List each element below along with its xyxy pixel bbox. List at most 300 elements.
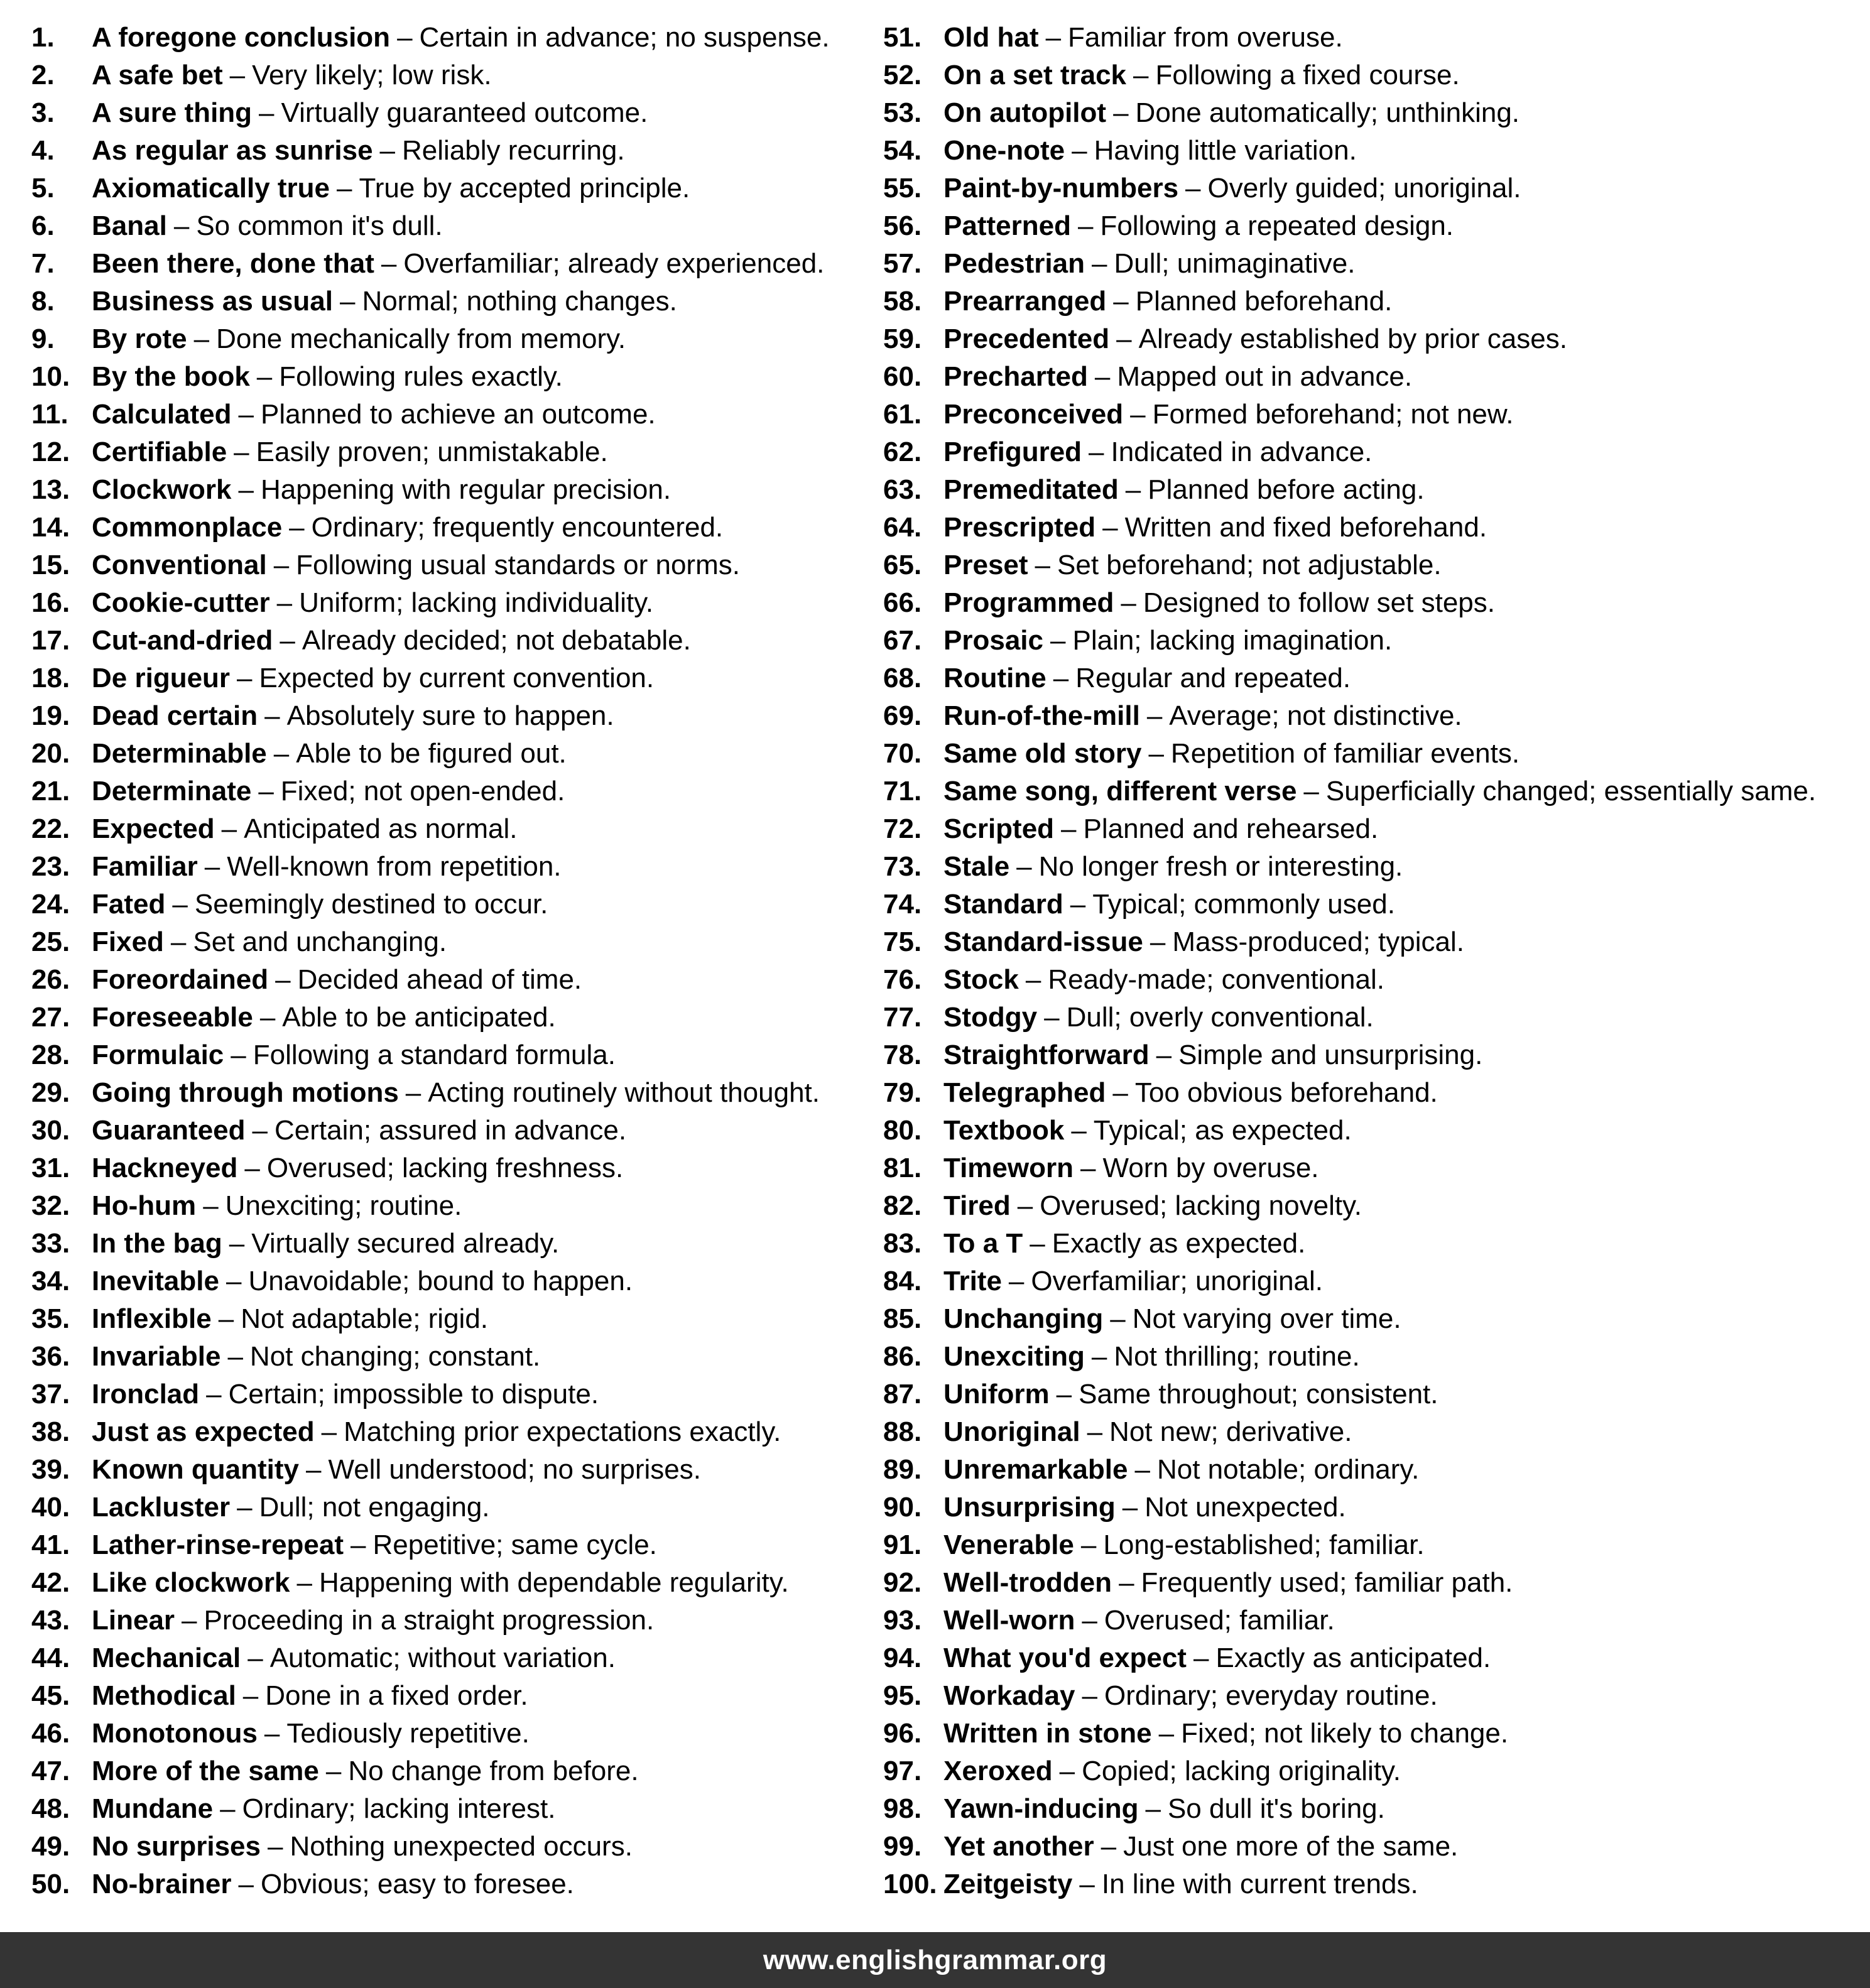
item-number: 16.	[31, 587, 70, 618]
separator-dash: –	[247, 1643, 263, 1673]
item-number: 70.	[883, 738, 922, 769]
item-number: 81.	[883, 1153, 922, 1183]
separator-dash: –	[273, 738, 290, 769]
item-number: 8.	[31, 286, 55, 317]
definition-text: Anticipated as normal.	[244, 813, 518, 844]
term-text: Unchanging	[943, 1303, 1104, 1334]
item-number: 90.	[883, 1492, 922, 1523]
term-text: Mechanical	[92, 1643, 241, 1673]
separator-dash: –	[337, 173, 352, 204]
separator-dash: –	[256, 361, 273, 392]
list-item	[31, 94, 876, 132]
definition-text: Exactly as expected.	[1052, 1228, 1306, 1259]
separator-dash: –	[1071, 1115, 1087, 1146]
definition-text: Overused; lacking novelty.	[1040, 1190, 1362, 1221]
separator-dash: –	[238, 1869, 254, 1899]
list-item	[883, 1036, 1863, 1074]
item-number: 62.	[883, 437, 922, 467]
definition-text: Not unexpected.	[1144, 1492, 1346, 1523]
item-number: 10.	[31, 361, 70, 392]
list-item	[31, 433, 876, 471]
term-text: Invariable	[92, 1341, 221, 1372]
list-item	[31, 961, 876, 999]
separator-dash: –	[1158, 1718, 1175, 1749]
list-item	[883, 509, 1863, 546]
list-item	[883, 1677, 1863, 1715]
term-text: De rigueur	[92, 663, 231, 693]
separator-dash: –	[258, 776, 274, 807]
separator-dash: –	[1134, 1454, 1150, 1485]
separator-dash: –	[1133, 60, 1149, 90]
list-item	[31, 358, 876, 396]
item-number: 46.	[31, 1718, 70, 1749]
separator-dash: –	[1101, 1831, 1117, 1862]
list-item	[883, 848, 1863, 886]
item-number: 60.	[883, 361, 922, 392]
definition-text: Not thrilling; routine.	[1114, 1341, 1360, 1372]
term-text: On autopilot	[943, 97, 1107, 128]
definition-text: Certain; impossible to dispute.	[228, 1379, 599, 1410]
separator-dash: –	[351, 1529, 366, 1560]
list-item	[883, 1263, 1863, 1300]
footer-bar	[0, 1932, 1870, 1988]
item-number: 51.	[883, 22, 922, 53]
term-text: Methodical	[92, 1680, 236, 1711]
definition-text: Well-known from repetition.	[227, 851, 562, 882]
list-item	[883, 622, 1863, 660]
list-item	[883, 1564, 1863, 1602]
term-text: Prearranged	[943, 286, 1107, 317]
list-item	[31, 1715, 876, 1752]
separator-dash: –	[296, 1567, 312, 1598]
term-text: Unsurprising	[943, 1492, 1116, 1523]
term-text: Guaranteed	[92, 1115, 246, 1146]
list-item	[883, 1526, 1863, 1564]
term-text: Trite	[943, 1266, 1002, 1296]
separator-dash: –	[1146, 700, 1163, 731]
definition-text: Ready-made; conventional.	[1048, 964, 1384, 995]
definition-text: No change from before.	[348, 1756, 639, 1786]
term-text: Stale	[943, 851, 1010, 882]
definition-text: Done automatically; unthinking.	[1135, 97, 1520, 128]
term-text: Preset	[943, 550, 1028, 580]
term-text: Well-trodden	[943, 1567, 1112, 1598]
item-number: 68.	[883, 663, 922, 693]
separator-dash: –	[1079, 1869, 1095, 1899]
item-number: 6.	[31, 210, 55, 241]
term-text: Banal	[92, 210, 167, 241]
list-item	[31, 1149, 876, 1187]
definition-text: Decided ahead of time.	[297, 964, 582, 995]
separator-dash: –	[1016, 851, 1032, 882]
list-item	[31, 283, 876, 320]
list-item	[31, 622, 876, 660]
definition-text: Set and unchanging.	[193, 926, 447, 957]
item-number: 43.	[31, 1605, 70, 1636]
item-number: 78.	[883, 1040, 922, 1070]
list-item	[31, 1752, 876, 1790]
separator-dash: –	[1025, 964, 1041, 995]
item-number: 48.	[31, 1793, 70, 1824]
definition-text: Able to be anticipated.	[282, 1002, 556, 1033]
separator-dash: –	[1094, 361, 1111, 392]
item-number: 82.	[883, 1190, 922, 1221]
list-item	[883, 1413, 1863, 1451]
list-item	[31, 1866, 876, 1903]
definition-text: Familiar from overuse.	[1068, 22, 1343, 53]
term-text: Patterned	[943, 210, 1071, 241]
term-text: Unexciting	[943, 1341, 1085, 1372]
item-number: 58.	[883, 286, 922, 317]
item-number: 41.	[31, 1529, 70, 1560]
item-number: 86.	[883, 1341, 922, 1372]
list-item	[31, 584, 876, 622]
definition-text: Ordinary; lacking interest.	[242, 1793, 556, 1824]
term-text: Standard-issue	[943, 926, 1143, 957]
definition-text: Superficially changed; essentially same.	[1325, 776, 1817, 807]
list-item	[31, 923, 876, 961]
definition-text: Following a standard formula.	[253, 1040, 616, 1070]
definition-text: Typical; commonly used.	[1092, 889, 1395, 920]
term-text: Just as expected	[92, 1416, 315, 1447]
list-item	[31, 57, 876, 94]
item-number: 7.	[31, 248, 55, 279]
list-item	[31, 1187, 876, 1225]
definition-text: Happening with regular precision.	[261, 474, 671, 505]
list-item	[883, 923, 1863, 961]
list-item	[31, 1828, 876, 1866]
item-number: 49.	[31, 1831, 70, 1862]
item-number: 96.	[883, 1718, 922, 1749]
separator-dash: –	[259, 1002, 276, 1033]
item-number: 1.	[31, 22, 55, 53]
term-text: Uniform	[943, 1379, 1050, 1410]
term-text: Well-worn	[943, 1605, 1075, 1636]
footer-url: www.englishgrammar.org	[763, 1944, 1107, 1975]
item-number: 35.	[31, 1303, 70, 1334]
item-number: 24.	[31, 889, 70, 920]
separator-dash: –	[1113, 286, 1129, 317]
item-number: 4.	[31, 135, 55, 166]
term-text: Run-of-the-mill	[943, 700, 1140, 731]
term-text: Preconceived	[943, 399, 1124, 430]
definition-text: Certain in advance; no suspense.	[419, 22, 830, 53]
list-item	[883, 773, 1863, 810]
list-item	[31, 170, 876, 207]
term-text: Like clockwork	[92, 1567, 290, 1598]
separator-dash: –	[242, 1680, 259, 1711]
term-text: Hackneyed	[92, 1153, 238, 1183]
term-text: Precharted	[943, 361, 1088, 392]
definition-text: Virtually guaranteed outcome.	[281, 97, 648, 128]
separator-dash: –	[1091, 1341, 1107, 1372]
term-text: Stock	[943, 964, 1019, 995]
item-number: 45.	[31, 1680, 70, 1711]
item-number: 75.	[883, 926, 922, 957]
term-text: Workaday	[943, 1680, 1075, 1711]
list-item	[883, 999, 1863, 1036]
separator-dash: –	[1044, 1002, 1060, 1033]
list-item	[883, 1149, 1863, 1187]
list-item	[883, 358, 1863, 396]
definition-text: Fixed; not open-ended.	[280, 776, 565, 807]
definition-text: Repetition of familiar events.	[1170, 738, 1520, 769]
term-text: More of the same	[92, 1756, 319, 1786]
term-text: Fated	[92, 889, 166, 920]
list-item	[883, 1112, 1863, 1149]
separator-dash: –	[1087, 1416, 1103, 1447]
item-number: 99.	[883, 1831, 922, 1862]
item-number: 25.	[31, 926, 70, 957]
separator-dash: –	[1119, 1567, 1134, 1598]
definition-text: Simple and unsurprising.	[1178, 1040, 1483, 1070]
term-text: Business as usual	[92, 286, 333, 317]
item-number: 73.	[883, 851, 922, 882]
definition-text: Typical; as expected.	[1093, 1115, 1352, 1146]
term-text: In the bag	[92, 1228, 222, 1259]
list-item	[31, 19, 876, 57]
item-number: 26.	[31, 964, 70, 995]
item-number: 91.	[883, 1529, 922, 1560]
definition-text: Planned before acting.	[1148, 474, 1425, 505]
separator-dash: –	[172, 889, 188, 920]
list-item	[883, 1187, 1863, 1225]
item-number: 38.	[31, 1416, 70, 1447]
definition-text: Plain; lacking imagination.	[1072, 625, 1393, 656]
list-item	[883, 1790, 1863, 1828]
separator-dash: –	[1035, 550, 1051, 580]
list-item	[31, 735, 876, 773]
definition-text: Acting routinely without thought.	[428, 1077, 820, 1108]
item-number: 56.	[883, 210, 922, 241]
term-text: Scripted	[943, 813, 1055, 844]
item-number: 27.	[31, 1002, 70, 1033]
item-number: 80.	[883, 1115, 922, 1146]
separator-dash: –	[237, 1492, 253, 1523]
definition-text: Seemingly destined to occur.	[194, 889, 548, 920]
list-item	[883, 961, 1863, 999]
definition-text: Not new; derivative.	[1109, 1416, 1352, 1447]
definition-text: Overfamiliar; unoriginal.	[1031, 1266, 1324, 1296]
item-number: 94.	[883, 1643, 922, 1673]
separator-dash: –	[381, 248, 397, 279]
item-number: 39.	[31, 1454, 70, 1485]
term-text: Cut-and-dried	[92, 625, 273, 656]
list-item	[31, 1338, 876, 1376]
definition-text: Able to be figured out.	[296, 738, 567, 769]
definition-text: Not changing; constant.	[249, 1341, 541, 1372]
definition-text: Easily proven; unmistakable.	[256, 437, 608, 467]
list-item	[883, 546, 1863, 584]
separator-dash: –	[244, 1153, 260, 1183]
term-text: Clockwork	[92, 474, 232, 505]
definition-text: Copied; lacking originality.	[1082, 1756, 1401, 1786]
list-item	[883, 19, 1863, 57]
definition-text: Formed beforehand; not new.	[1152, 399, 1514, 430]
separator-dash: –	[206, 1379, 222, 1410]
term-text: As regular as sunrise	[92, 135, 373, 166]
item-number: 22.	[31, 813, 70, 844]
definition-text: Planned to achieve an outcome.	[261, 399, 656, 430]
separator-dash: –	[1122, 1492, 1138, 1523]
term-text: Venerable	[943, 1529, 1074, 1560]
term-text: What you'd expect	[943, 1643, 1187, 1673]
separator-dash: –	[1053, 663, 1069, 693]
item-number: 71.	[883, 776, 922, 807]
list-item	[883, 1300, 1863, 1338]
list-item	[31, 1263, 876, 1300]
separator-dash: –	[267, 1831, 283, 1862]
definition-text: True by accepted principle.	[359, 173, 690, 204]
list-item	[883, 433, 1863, 471]
list-item	[31, 1489, 876, 1526]
list-item	[883, 283, 1863, 320]
definition-text: Done in a fixed order.	[265, 1680, 528, 1711]
term-text: To a T	[943, 1228, 1023, 1259]
item-number: 87.	[883, 1379, 922, 1410]
separator-dash: –	[1113, 97, 1129, 128]
definition-text: Unexciting; routine.	[225, 1190, 462, 1221]
term-text: Premeditated	[943, 474, 1119, 505]
term-text: Inevitable	[92, 1266, 219, 1296]
item-number: 2.	[31, 60, 55, 90]
item-number: 100.	[883, 1869, 937, 1899]
list-item	[31, 773, 876, 810]
list-item	[31, 245, 876, 283]
term-text: Unoriginal	[943, 1416, 1080, 1447]
separator-dash: –	[221, 813, 237, 844]
item-number: 30.	[31, 1115, 70, 1146]
definition-text: Very likely; low risk.	[252, 60, 492, 90]
separator-dash: –	[1091, 248, 1107, 279]
item-number: 23.	[31, 851, 70, 882]
separator-dash: –	[1017, 1190, 1033, 1221]
definition-text: Overfamiliar; already experienced.	[403, 248, 825, 279]
definition-text: Absolutely sure to happen.	[286, 700, 614, 731]
item-number: 67.	[883, 625, 922, 656]
term-text: Stodgy	[943, 1002, 1038, 1033]
term-text: Foreordained	[92, 964, 269, 995]
item-number: 9.	[31, 323, 55, 354]
separator-dash: –	[238, 399, 254, 430]
item-number: 13.	[31, 474, 70, 505]
definition-text: Overused; familiar.	[1104, 1605, 1335, 1636]
separator-dash: –	[1145, 1793, 1161, 1824]
definition-text: Indicated in advance.	[1111, 437, 1373, 467]
list-item	[883, 584, 1863, 622]
separator-dash: –	[305, 1454, 322, 1485]
definition-text: Not varying over time.	[1132, 1303, 1401, 1334]
separator-dash: –	[259, 97, 275, 128]
item-number: 37.	[31, 1379, 70, 1410]
list-item	[31, 509, 876, 546]
list-item	[883, 810, 1863, 848]
separator-dash: –	[405, 1077, 421, 1108]
term-text: A sure thing	[92, 97, 253, 128]
item-number: 74.	[883, 889, 922, 920]
item-number: 57.	[883, 248, 922, 279]
term-text: Lackluster	[92, 1492, 231, 1523]
term-text: Telegraphed	[943, 1077, 1106, 1108]
term-text: Timeworn	[943, 1153, 1074, 1183]
item-number: 55.	[883, 173, 922, 204]
term-text: Pedestrian	[943, 248, 1085, 279]
list-item	[31, 1036, 876, 1074]
list-item	[31, 999, 876, 1036]
item-number: 61.	[883, 399, 922, 430]
item-number: 69.	[883, 700, 922, 731]
definition-text: Ordinary; everyday routine.	[1104, 1680, 1438, 1711]
term-text: Mundane	[92, 1793, 214, 1824]
separator-dash: –	[173, 210, 190, 241]
term-text: Same song, different verse	[943, 776, 1297, 807]
definition-text: In line with current trends.	[1101, 1869, 1418, 1899]
list-item	[31, 1451, 876, 1489]
list-item	[31, 1413, 876, 1451]
item-number: 54.	[883, 135, 922, 166]
item-number: 5.	[31, 173, 55, 204]
term-text: Known quantity	[92, 1454, 299, 1485]
item-number: 15.	[31, 550, 70, 580]
separator-dash: –	[1110, 1303, 1126, 1334]
term-text: Prefigured	[943, 437, 1082, 467]
term-text: Determinable	[92, 738, 267, 769]
item-number: 95.	[883, 1680, 922, 1711]
separator-dash: –	[1150, 926, 1166, 957]
separator-dash: –	[1008, 1266, 1025, 1296]
definition-text: Worn by overuse.	[1102, 1153, 1319, 1183]
term-text: Commonplace	[92, 512, 283, 543]
list-item	[883, 1376, 1863, 1413]
term-text: Precedented	[943, 323, 1110, 354]
definition-text: Nothing unexpected occurs.	[290, 1831, 633, 1862]
term-text: Xeroxed	[943, 1756, 1053, 1786]
separator-dash: –	[1056, 1379, 1072, 1410]
term-text: Ho-hum	[92, 1190, 197, 1221]
separator-dash: –	[231, 1040, 246, 1070]
term-text: Unremarkable	[943, 1454, 1128, 1485]
list-item	[31, 848, 876, 886]
term-text: Linear	[92, 1605, 175, 1636]
definition-text: Designed to follow set steps.	[1143, 587, 1495, 618]
list-item	[883, 1866, 1863, 1903]
term-text: Inflexible	[92, 1303, 212, 1334]
term-text: Routine	[943, 663, 1046, 693]
separator-dash: –	[1080, 1529, 1097, 1560]
definition-text: Uniform; lacking individuality.	[299, 587, 654, 618]
list-item	[31, 207, 876, 245]
definition-text: Already established by prior cases.	[1138, 323, 1567, 354]
term-text: Prosaic	[943, 625, 1043, 656]
separator-dash: –	[1148, 738, 1164, 769]
separator-dash: –	[229, 60, 246, 90]
item-number: 59.	[883, 323, 922, 354]
definition-text: Reliably recurring.	[402, 135, 625, 166]
definition-text: Planned beforehand.	[1135, 286, 1393, 317]
term-text: Formulaic	[92, 1040, 224, 1070]
term-text: Programmed	[943, 587, 1114, 618]
definition-text: Virtually secured already.	[251, 1228, 560, 1259]
list-item	[31, 1300, 876, 1338]
separator-dash: –	[276, 587, 293, 618]
item-number: 36.	[31, 1341, 70, 1372]
term-text: Cookie-cutter	[92, 587, 270, 618]
term-text: Straightforward	[943, 1040, 1150, 1070]
list-item	[883, 207, 1863, 245]
list-item	[883, 886, 1863, 923]
item-number: 93.	[883, 1605, 922, 1636]
definition-text: Already decided; not debatable.	[302, 625, 691, 656]
